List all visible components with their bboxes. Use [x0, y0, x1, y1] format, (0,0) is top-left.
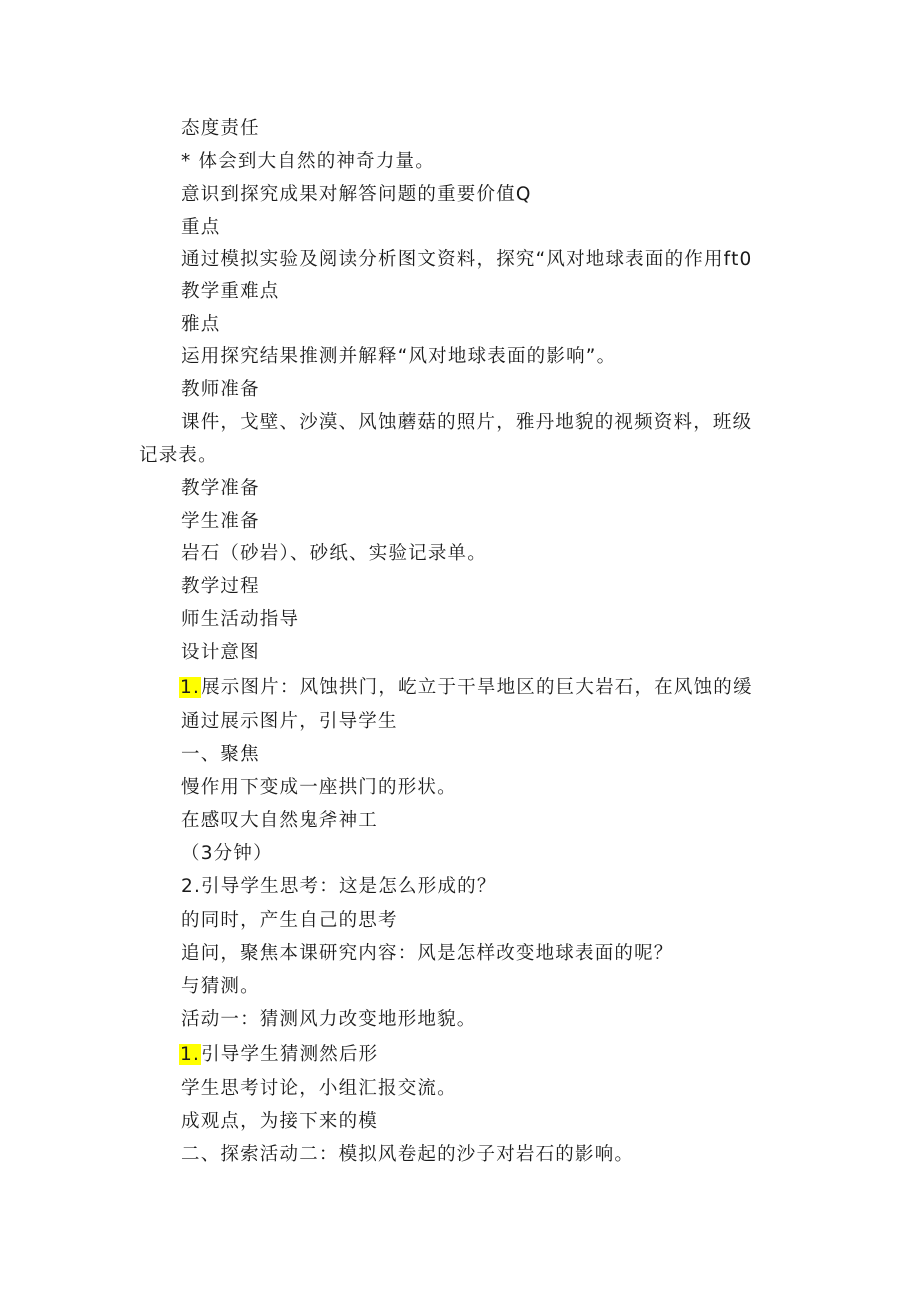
text-line: 运用探究结果推测并解释“风对地球表面的影响”。: [181, 346, 617, 367]
text-line: 岩石（砂岩）、砂纸、实验记录单。: [181, 543, 487, 564]
text-line: 教学准备: [181, 478, 260, 499]
highlight-marker: 1.: [180, 677, 201, 698]
text-line: 二、探索活动二：模拟风卷起的沙子对岩石的影响。: [181, 1144, 635, 1165]
text-line: 意识到探究成果对解答问题的重要价值Q: [181, 184, 532, 205]
text-line: 教学重难点: [181, 281, 280, 302]
text-line: 通过展示图片，引导学生: [181, 711, 398, 732]
text-line: 学生准备: [181, 511, 260, 532]
text-line: 通过模拟实验及阅读分析图文资料，探究“风对地球表面的作用ft0: [181, 249, 753, 270]
text-line: 1.展示图片：风蚀拱门，屹立于干旱地区的巨大岩石，在风蚀的缓: [180, 677, 753, 698]
text-line: 追问，聚焦本课研究内容：风是怎样改变地球表面的呢？: [181, 943, 674, 964]
text-line: 设计意图: [181, 642, 260, 663]
text-line: （3分钟）: [181, 843, 273, 864]
text-line: 1.引导学生猜测然后形: [180, 1044, 379, 1065]
text-line: 在感叹大自然鬼斧神工: [181, 810, 379, 831]
text-line: 慢作用下变成一座拱门的形状。: [181, 777, 457, 798]
text-line: 2.引导学生思考：这是怎么形成的？: [181, 876, 497, 897]
text-line: 学生思考讨论，小组汇报交流。: [181, 1078, 457, 1099]
text-line: 与猜测。: [181, 976, 260, 997]
text-line: 师生活动指导: [181, 609, 300, 630]
text-line: 教师准备: [181, 379, 260, 400]
highlight-marker: 1.: [180, 1044, 201, 1065]
text-line: 的同时，产生自己的思考: [181, 910, 398, 931]
text-line: 教学过程: [181, 576, 260, 597]
text-line: 活动一：猜测风力改变地形地貌。: [181, 1009, 477, 1030]
text-line: 课件，戈壁、沙漠、风蚀蘑菇的照片，雅丹地貌的视频资料，班级: [181, 412, 753, 433]
text-line: 态度责任: [181, 118, 260, 139]
text-line: * 体会到大自然的神奇力量。: [181, 151, 435, 172]
text-line: 成观点，为接下来的模: [181, 1111, 379, 1132]
text-line: 记录表。: [139, 445, 218, 466]
text-line: 重点: [181, 217, 221, 238]
text-line: 一、聚焦: [181, 744, 260, 765]
text-line: 雅点: [181, 314, 221, 335]
